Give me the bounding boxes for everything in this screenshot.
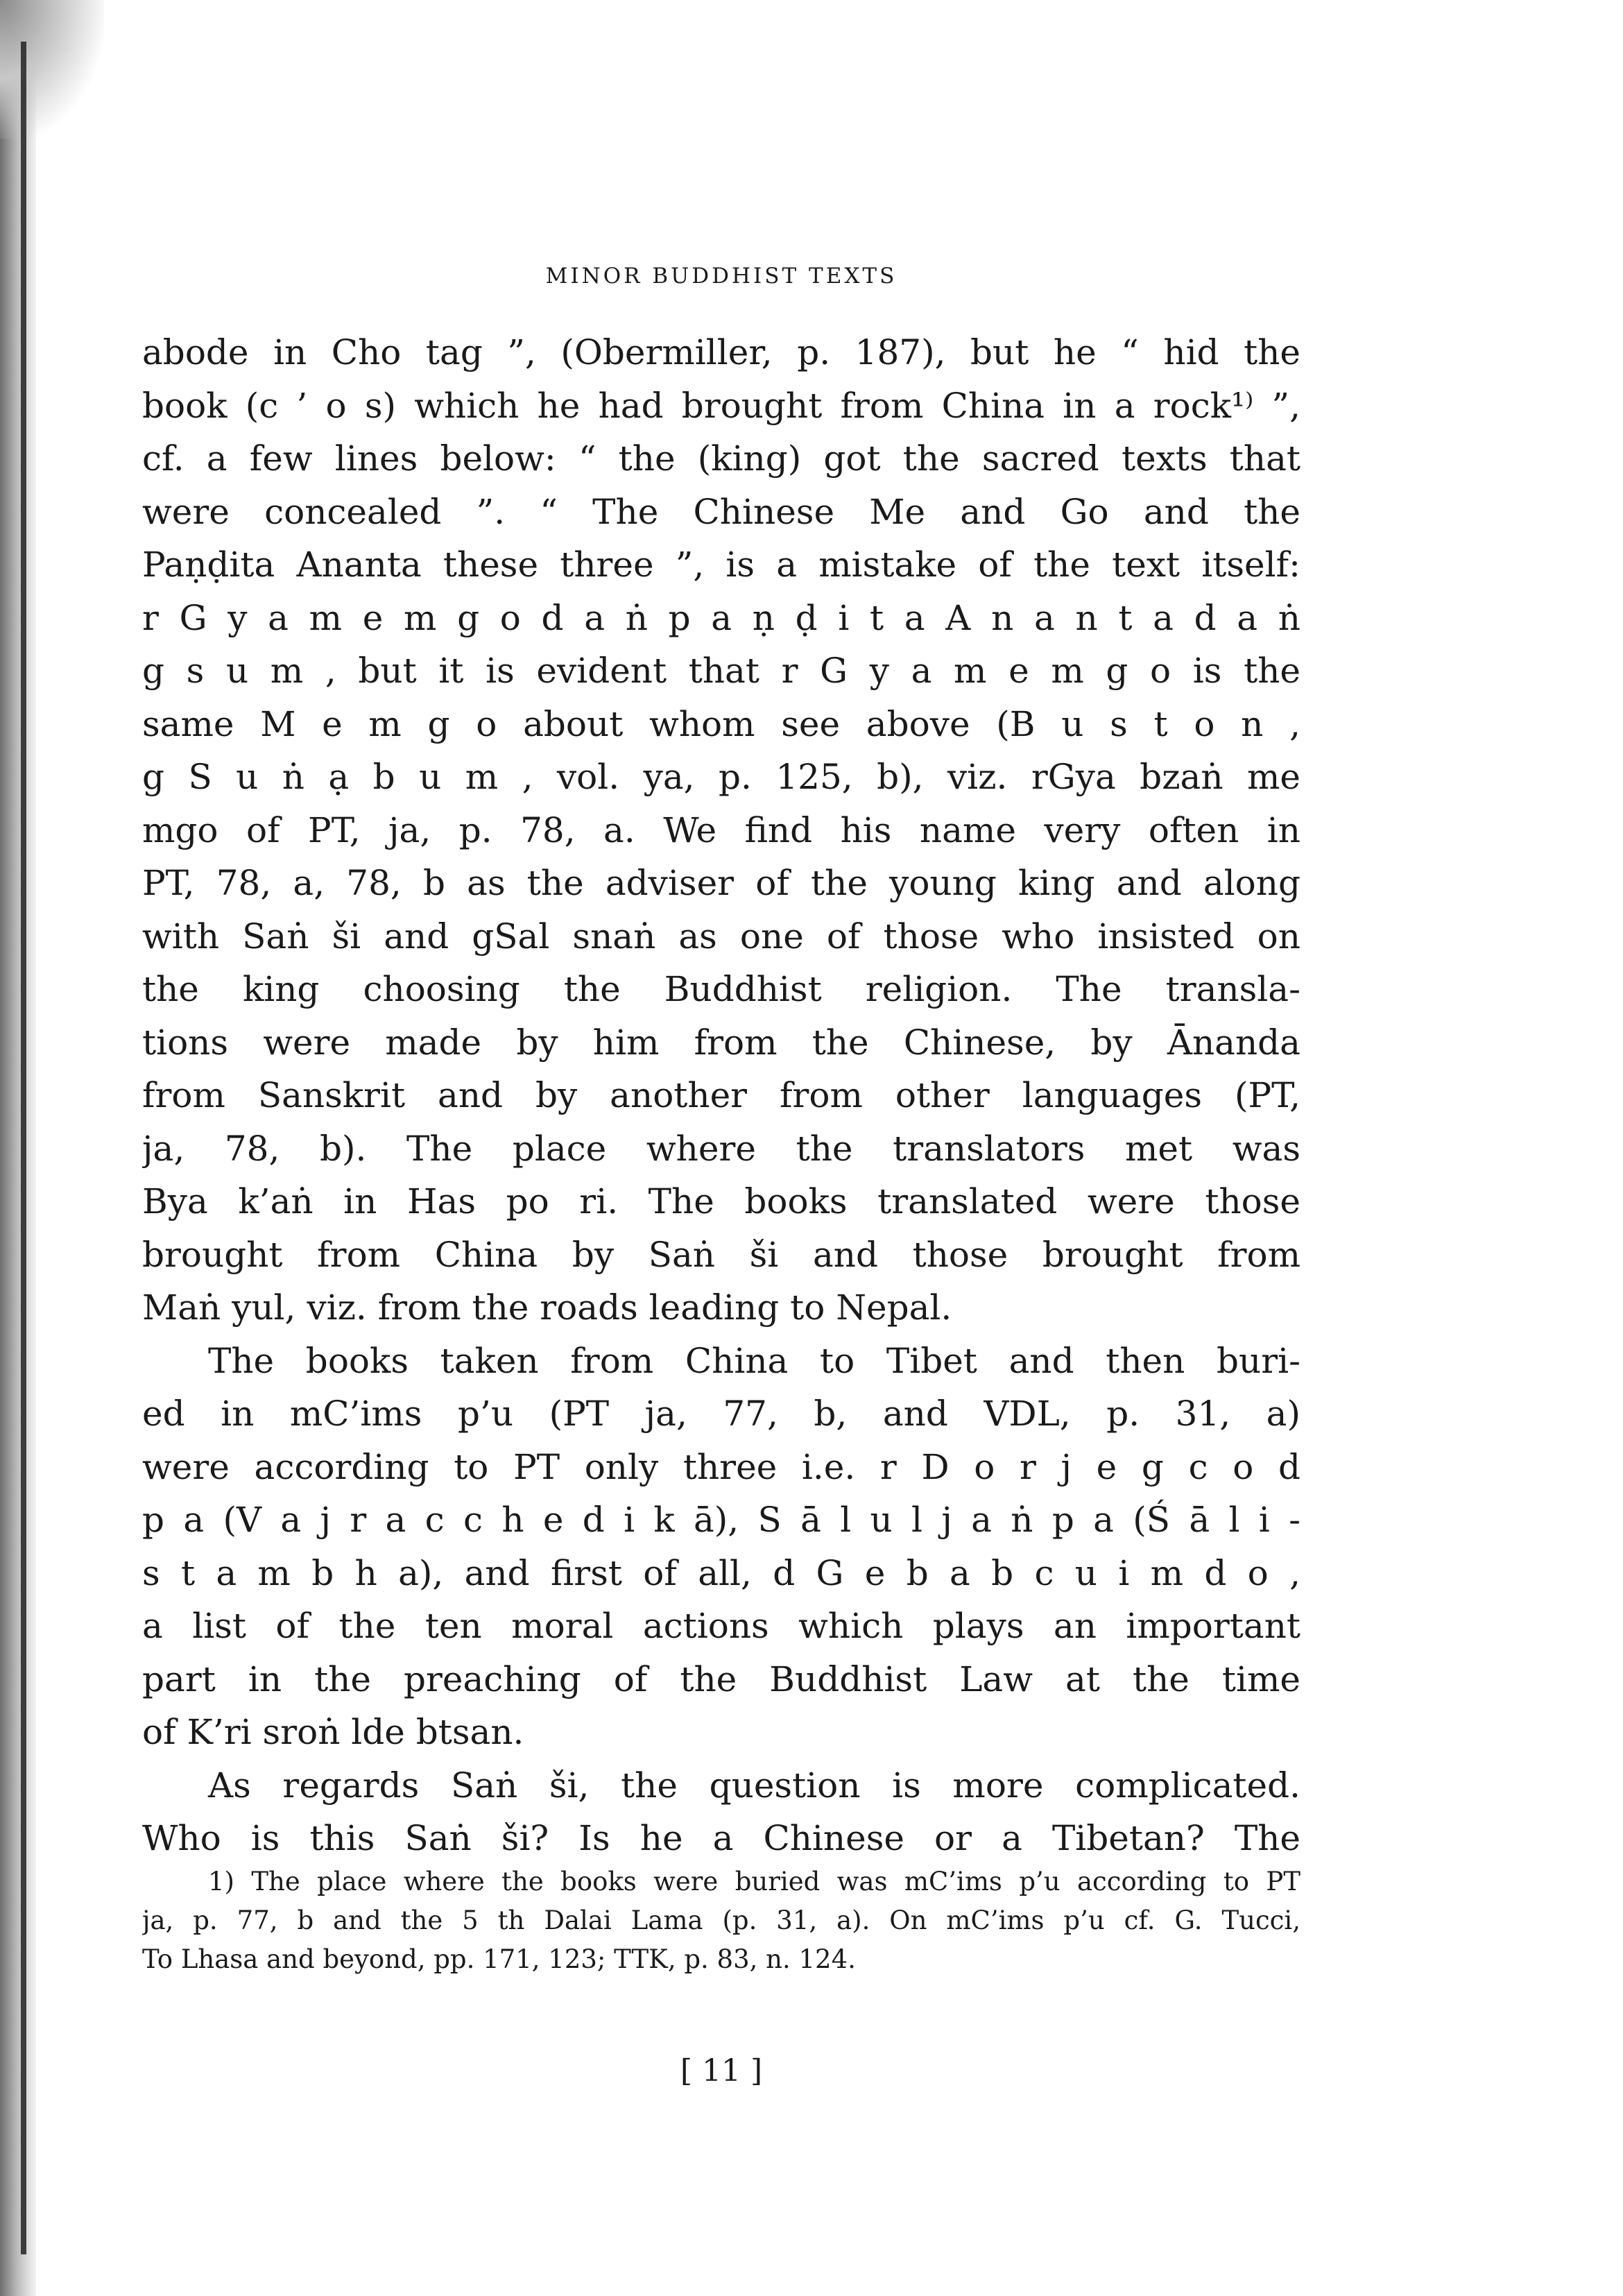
body-line: p a (V a j r a c c h e d i k ā), S ā l u l j a ṅ p a (Ś ā l i -: [142, 1500, 1300, 1540]
body-line: ja, 78, b). The place where the translators met was: [142, 1128, 1300, 1169]
page-number: [ 11 ]: [680, 2053, 763, 2089]
paragraph-start-line: As regards Saṅ ši, the question is more complicated.: [208, 1765, 1300, 1806]
body-text: [142, 326, 1300, 1865]
body-line: part in the preaching of the Buddhist Law at the time: [142, 1659, 1300, 1699]
binding-shadow: [0, 0, 104, 139]
body-line: Paṇḍita Ananta these three ”, is a mistake of the text itself:: [142, 545, 1300, 585]
binding-edge: [0, 0, 36, 2296]
body-line: a list of the ten moral actions which plays an important: [142, 1606, 1300, 1646]
body-line: cf. a few lines below: “ the (king) got the sacred texts that: [142, 438, 1300, 479]
body-line: Maṅ yul, viz. from the roads leading to Nepal.: [142, 1287, 952, 1328]
body-line: from Sanskrit and by another from other languages (PT,: [142, 1075, 1300, 1115]
footnote-line: ja, p. 77, b and the 5 th Dalai Lama (p. 31, a). On mC’ims p’u cf. G. Tucci,: [142, 1905, 1300, 1935]
body-line: tions were made by him from the Chinese, by Ānanda: [142, 1022, 1300, 1063]
body-line: Bya k’aṅ in Has po ri. The books translated were those: [142, 1181, 1300, 1222]
body-line: were according to PT only three i.e. r D o r j e g c o d: [142, 1446, 1300, 1487]
body-line: were concealed ”. “ The Chinese Me and Go and the: [142, 491, 1300, 532]
body-line: with Saṅ ši and gSal snaṅ as one of those who insisted on: [142, 916, 1300, 957]
body-line: r G y a m e m g o d a ṅ p a ṇ ḍ i t a A n a n t a d a ṅ: [142, 597, 1300, 638]
footnote-line: 1) The place where the books were buried was mC’ims p’u according to PT: [208, 1867, 1300, 1896]
body-line: ed in mC’ims p’u (PT ja, 77, b, and VDL, p. 31, a): [142, 1394, 1300, 1434]
body-line: g s u m , but it is evident that r G y a m e m g o is the: [142, 651, 1300, 691]
body-line: mgo of PT, ja, p. 78, a. We find his name very often in: [142, 809, 1300, 850]
footnote-line: To Lhasa and beyond, pp. 171, 123; TTK, p. 83, n. 124.: [142, 1944, 856, 1974]
body-line: brought from China by Saṅ ši and those brought from: [142, 1234, 1300, 1275]
body-line: the king choosing the Buddhist religion. The transla-: [142, 969, 1300, 1009]
paragraph-start-line: The books taken from China to Tibet and then buri-: [208, 1340, 1300, 1381]
body-line: s t a m b h a), and first of all, d G e b a b c u i m d o ,: [142, 1552, 1300, 1593]
body-line: abode in Cho tag ”, (Obermiller, p. 187), but he “ hid the: [142, 332, 1300, 372]
footnotes: [142, 1862, 1300, 1979]
body-line: book (c ’ o s) which he had brought from China in a rock¹⁾ ”,: [142, 385, 1300, 426]
binding-line: [21, 42, 26, 2254]
running-head: MINOR BUDDHIST TEXTS: [545, 264, 898, 289]
body-line: of K’ri sroṅ lde btsan.: [142, 1712, 524, 1752]
body-line: Who is this Saṅ ši? Is he a Chinese or a Tibetan? The: [142, 1818, 1300, 1858]
body-line: PT, 78, a, 78, b as the adviser of the young king and along: [142, 863, 1300, 903]
body-line: g S u ṅ ạ b u m , vol. ya, p. 125, b), viz. rGya bzaṅ me: [142, 757, 1300, 797]
body-line: same M e m g o about whom see above (B u s t o n ,: [142, 703, 1300, 744]
